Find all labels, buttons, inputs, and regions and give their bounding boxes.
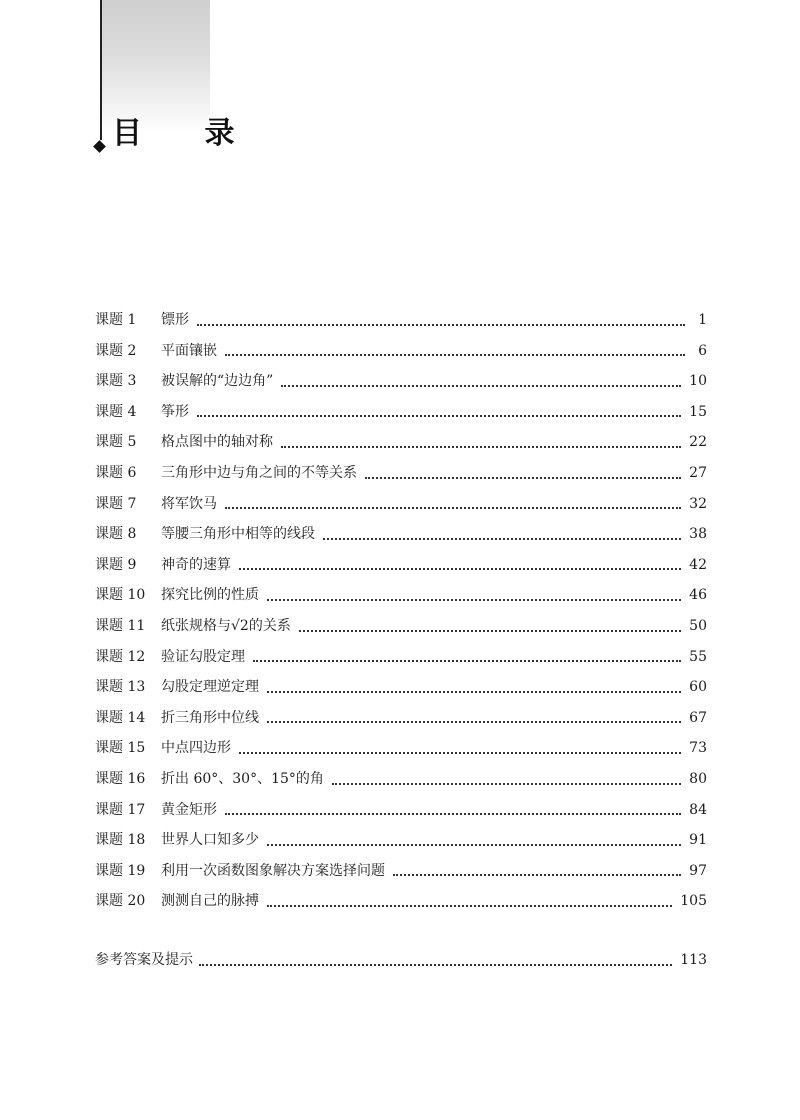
toc-entry[interactable]: [95, 795, 707, 826]
toc-entry-page: 22: [689, 434, 707, 451]
toc-entry-title: 被误解的“边边角”: [161, 373, 274, 390]
toc-entry[interactable]: [95, 611, 707, 642]
toc-entry[interactable]: [95, 458, 707, 489]
dot-leader: [281, 446, 681, 448]
dot-leader: [267, 599, 681, 601]
toc-entry-number: 课题 8: [95, 526, 137, 543]
toc-entry-page: 80: [689, 770, 707, 787]
toc-entry-number: 课题 6: [95, 464, 137, 481]
toc-entry-page: 91: [689, 832, 707, 849]
toc-entry-page: 55: [689, 648, 707, 665]
diamond-bullet-icon: [93, 140, 106, 153]
toc-entry-title: 镖形: [161, 312, 189, 328]
dot-leader: [267, 721, 681, 723]
dot-leader: [225, 507, 681, 509]
header-vertical-rule: [100, 0, 102, 140]
toc-entry-page: 32: [689, 495, 707, 512]
toc-entry[interactable]: [95, 642, 707, 673]
toc-entry-title: 探究比例的性质: [161, 587, 259, 604]
dot-leader: [332, 783, 681, 785]
toc-entry-title: 将军饮马: [161, 495, 217, 512]
appendix-entry[interactable]: [95, 945, 707, 976]
toc-entry-title: 神奇的速算: [161, 556, 231, 573]
page-title: 目 录: [112, 116, 261, 151]
toc-entry-title: 勾股定理逆定理: [161, 679, 259, 696]
toc-entry-number: 课题 15: [95, 740, 146, 757]
toc-entry[interactable]: [95, 366, 707, 397]
toc-entry-title: 三角形中边与角之间的不等关系: [161, 464, 357, 481]
toc-entry-title: 纸张规格与√2的关系: [161, 617, 291, 634]
toc-entry-title: 黄金矩形: [161, 801, 217, 818]
toc-entry[interactable]: [95, 672, 707, 703]
toc-entry-title: 筝形: [161, 403, 189, 420]
toc-entry-number: 课题 18: [95, 832, 146, 849]
toc-entry-title: 验证勾股定理: [161, 648, 245, 665]
appendix-section: [95, 945, 707, 976]
dot-leader: [267, 844, 681, 846]
toc-entry-title: 等腰三角形中相等的线段: [161, 526, 315, 543]
toc-entry[interactable]: [95, 305, 707, 336]
toc-entry-number: 课题 1: [95, 312, 137, 328]
toc-entry[interactable]: [95, 550, 707, 581]
toc-entry-number: 课题 9: [95, 556, 137, 573]
dot-leader: [267, 905, 672, 907]
toc-entry-title: 平面镶嵌: [161, 342, 217, 359]
toc-entry[interactable]: [95, 427, 707, 458]
toc-entry-number: 课题 19: [95, 862, 146, 879]
dot-leader: [239, 752, 681, 754]
toc-entry-number: 课题 17: [95, 801, 146, 818]
header-gradient-block: [100, 0, 210, 132]
toc-entry-number: 课题 7: [95, 495, 137, 512]
toc-entry-number: 课题 16: [95, 770, 146, 787]
dot-leader: [365, 477, 681, 479]
toc-entry-page: 42: [689, 556, 707, 573]
toc-entry-title: 折出 60°、30°、15°的角: [161, 770, 324, 787]
toc-entry[interactable]: [95, 886, 707, 917]
dot-leader: [393, 874, 681, 876]
toc-entry-number: 课题 14: [95, 709, 146, 726]
toc-entry-number: 课题 4: [95, 403, 137, 420]
toc-entry-number: 课题 12: [95, 648, 146, 665]
toc-entry-title: 中点四边形: [161, 740, 231, 757]
toc-entry-number: 课题 11: [95, 617, 146, 634]
dot-leader: [323, 538, 681, 540]
dot-leader: [267, 691, 681, 693]
dot-leader: [225, 813, 681, 815]
toc-entry-number: 课题 3: [95, 373, 137, 390]
dot-leader: [239, 568, 681, 570]
toc-entry-number: 课题 5: [95, 434, 137, 451]
toc-entry[interactable]: [95, 703, 707, 734]
dot-leader: [199, 964, 672, 966]
toc-entry[interactable]: [95, 580, 707, 611]
dot-leader: [281, 385, 681, 387]
toc-entry[interactable]: [95, 489, 707, 520]
toc-entry-page: 97: [689, 862, 707, 879]
toc-entry-title: 世界人口知多少: [161, 832, 259, 849]
toc-entry-page: 10: [689, 373, 707, 390]
toc-entry-page: 67: [689, 709, 707, 726]
table-of-contents: [95, 305, 707, 917]
toc-entry-title: 折三角形中位线: [161, 709, 259, 726]
toc-entry[interactable]: [95, 336, 707, 367]
dot-leader: [299, 630, 681, 632]
toc-entry-number: 课题 13: [95, 679, 146, 696]
toc-entry[interactable]: [95, 733, 707, 764]
toc-entry-page: 38: [689, 526, 707, 543]
toc-entry[interactable]: [95, 397, 707, 428]
toc-entry-page: 15: [689, 403, 707, 420]
toc-entry-page: 1: [698, 312, 707, 328]
toc-entry-number: 课题 10: [95, 587, 146, 604]
toc-entry-page: 84: [689, 801, 707, 818]
dot-leader: [225, 354, 685, 356]
toc-entry-title: 格点图中的轴对称: [161, 434, 273, 451]
toc-entry-page: 46: [689, 587, 707, 604]
toc-entry-page: 27: [689, 464, 707, 481]
toc-entry-page: 6: [698, 342, 707, 359]
toc-entry-number: 课题 2: [95, 342, 137, 359]
toc-entry-page: 105: [680, 893, 707, 910]
toc-entry-title: 测测自己的脉搏: [161, 893, 259, 910]
dot-leader: [253, 660, 681, 662]
toc-entry[interactable]: [95, 856, 707, 887]
appendix-title: 参考答案及提示: [95, 952, 193, 968]
appendix-page: 113: [680, 952, 707, 968]
dot-leader: [197, 324, 685, 326]
toc-entry[interactable]: [95, 764, 707, 795]
dot-leader: [197, 415, 681, 417]
toc-entry-page: 60: [689, 679, 707, 696]
toc-entry-page: 73: [689, 740, 707, 757]
toc-entry-page: 50: [689, 617, 707, 634]
toc-entry-title: 利用一次函数图象解决方案选择问题: [161, 862, 385, 879]
toc-entry-number: 课题 20: [95, 893, 146, 910]
toc-entry[interactable]: [95, 519, 707, 550]
toc-entry[interactable]: [95, 825, 707, 856]
